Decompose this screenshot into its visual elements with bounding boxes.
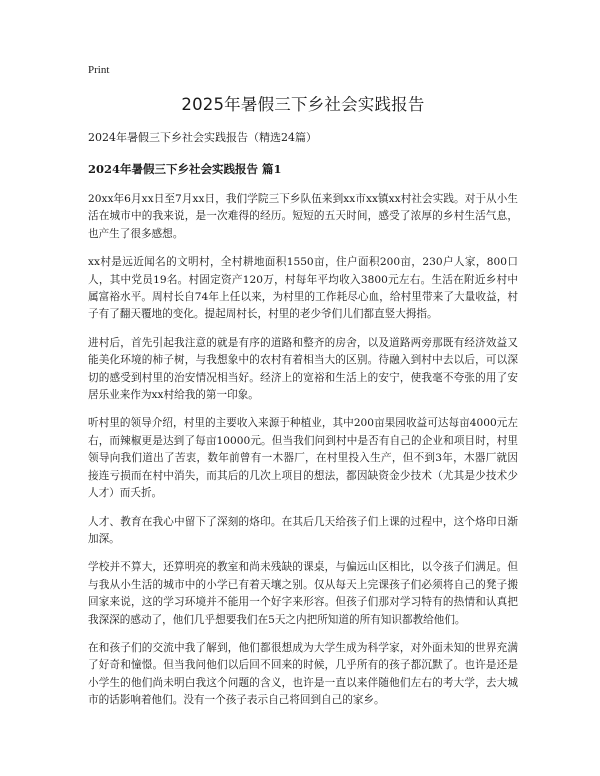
paragraph-7: 在和孩子们的交流中我了解到，他们都很想成为大学生成为科学家，对外面未知的世界充满了好奇和憧憬。但当我问他们以后回不回来的时候，几乎所有的孩子都沉默了。也许是还是小学生的他们尚未明白我这个问题的含义，也许是一直以来伴随他们左右的考大学，去大城市的话影响着他们。没有一个孩子表示自己将回到自己的家乡。 xyxy=(88,641,518,707)
paragraph-5: 人才、教育在我心中留下了深刻的烙印。在其后几天给孩子们上课的过程中，这个烙印日渐加深。 xyxy=(88,515,518,545)
document-page xyxy=(88,62,518,721)
paragraph-6: 学校并不算大，还算明亮的教室和尚未残缺的课桌，与偏远山区相比，以令孩子们满足。但与我从小生活的城市中的小学已有着天壤之别。仅从每天上完课孩子们必须将自己的凳子搬回家来说，这的学习环境并不能用一个好字来形容。但孩子们那对学习特有的热情和认真把我深深的感动了，他们几乎想要我们在5天之内把所知道的所有知识都教给他们。 xyxy=(88,561,518,626)
print-link[interactable]: Print xyxy=(88,64,110,76)
paragraph-4: 听村里的领导介绍，村里的主要收入来源于种植业，其中200亩果园收益可达每亩4000元左右，而辣椒更是达到了每亩10000元。但当我们问到村中是否有自己的企业和项目时，村里领导向我们道出了苦衷，数年前曾有一木器厂，在村里投入生产，但不到3年，木器厂就因接连亏损而在村中消失，而其后的几次上项目的想法，都因缺资金少技术（尤其是少技术少人才）而夭折。 xyxy=(88,417,518,500)
paragraph-3: 进村后，首先引起我注意的就是有序的道路和整齐的房舍，以及道路两旁那既有经济效益又能美化环境的柿子树，与我想象中的农村有着相当大的区别。待融入到村中去以后，可以深切的感受到村里的治安情况相当好。经济上的宽裕和生活上的安宁，使我毫不夸张的用了安居乐业来作为xx村给我的第一印象。 xyxy=(88,336,518,402)
section-heading: 2024年暑假三下乡社会实践报告 篇1 xyxy=(88,162,282,176)
document-title: 2025年暑假三下乡社会实践报告 xyxy=(181,95,425,114)
paragraph-2: xx村是远近闻名的文明村，全村耕地面积1550亩，住户面积200亩，230户人家，800口人，其中党员19名。村固定资产120万，村每年平均收入3800元左右。生活在附近乡村中属富裕水平。周村长自74年上任以来，为村里的工作耗尽心血，给村里带来了大量收益，村子有了翻天覆地的变化。提起周村长，村里的老少爷们儿们都直竖大拇指。 xyxy=(88,256,518,321)
paragraph-1: 20xx年6月xx日至7月xx日，我们学院三下乡队伍来到xx市xx镇xx村社会实践。对于从小生活在城市中的我来说，是一次难得的经历。短短的五天时间，感受了浓厚的乡村生活气息，也产生了很多感想。 xyxy=(88,193,518,240)
document-subtitle: 2024年暑假三下乡社会实践报告（精选24篇） xyxy=(88,131,317,144)
